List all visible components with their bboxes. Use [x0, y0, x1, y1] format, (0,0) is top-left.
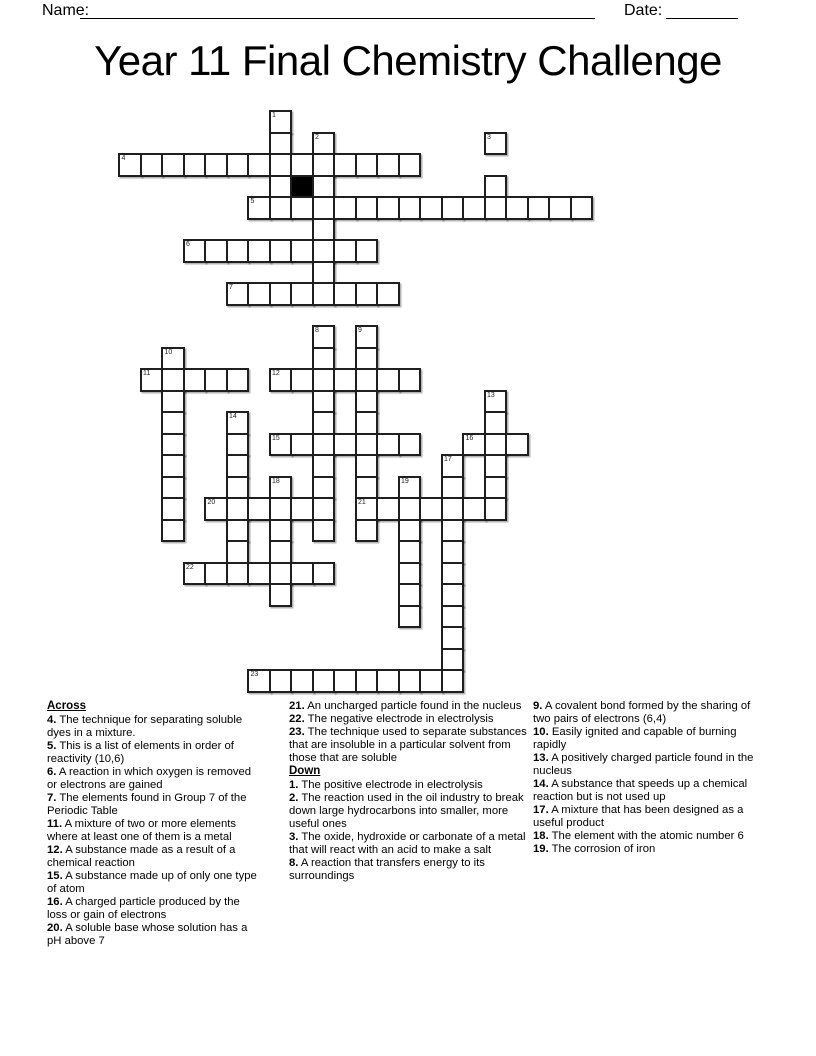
grid-cell[interactable] [247, 239, 271, 263]
clue-item: 17. A mixture that has been designed as a useful product [533, 804, 744, 829]
clue-item: 16. A charged particle produced by the loss or gain of electrons [47, 896, 240, 921]
grid-cell[interactable] [204, 239, 228, 263]
clue-number-label: 18. [533, 830, 549, 842]
grid-cell[interactable] [484, 433, 508, 457]
grid-cell[interactable] [312, 325, 336, 349]
grid-cell[interactable] [376, 497, 400, 521]
clue-number-label: 12. [47, 844, 63, 856]
grid-cell[interactable] [333, 433, 357, 457]
clue-item: 12. A substance made as a result of a chemical reaction [47, 844, 236, 869]
grid-cell[interactable] [441, 476, 465, 500]
grid-cell[interactable] [226, 562, 250, 586]
grid-cell[interactable] [312, 175, 336, 199]
grid-cell[interactable] [333, 368, 357, 392]
grid-cell-number: 20 [207, 499, 216, 506]
grid-cell[interactable] [398, 605, 422, 629]
grid-cell[interactable] [290, 153, 314, 177]
grid-cell[interactable] [355, 519, 379, 543]
date-label: Date: [624, 2, 663, 19]
grid-cell[interactable] [333, 669, 357, 693]
grid-cell-number: 13 [487, 391, 495, 399]
grid-cell[interactable] [161, 476, 185, 500]
clue-number-label: 2. [289, 792, 299, 804]
grid-cell[interactable] [204, 368, 228, 392]
grid-cell[interactable] [161, 153, 185, 177]
grid-cell[interactable] [505, 196, 529, 220]
grid-cell[interactable] [290, 433, 314, 457]
grid-cell[interactable] [269, 132, 293, 156]
clue-item: 1. The positive electrode in electrolysis [289, 779, 483, 791]
grid-cell[interactable] [333, 153, 357, 177]
grid-cell[interactable] [441, 540, 465, 564]
grid-cell-number: 5 [250, 198, 255, 205]
grid-cell[interactable] [376, 282, 400, 306]
grid-cell[interactable] [269, 476, 293, 500]
grid-cell-number: 18 [272, 477, 280, 485]
grid-cell[interactable] [484, 132, 508, 156]
grid-cell[interactable] [269, 368, 293, 392]
grid-cell[interactable] [269, 153, 293, 177]
grid-cell[interactable] [484, 196, 508, 220]
clue-item: 13. A positively charged particle found in the nucleus [533, 752, 754, 777]
grid-cell[interactable] [376, 368, 400, 392]
grid-cell[interactable] [462, 196, 486, 220]
grid-cell[interactable] [419, 669, 443, 693]
grid-cell[interactable] [398, 519, 422, 543]
clue-item: 20. A soluble base whose solution has a pH above 7 [47, 922, 248, 947]
grid-cell[interactable] [161, 368, 185, 392]
grid-cell-number: 8 [315, 327, 319, 334]
grid-cell[interactable] [398, 368, 422, 392]
clue-number-label: 13. [533, 752, 549, 764]
grid-cell[interactable] [161, 519, 185, 543]
grid-cell[interactable] [527, 196, 551, 220]
grid-cell-number: 2 [315, 133, 319, 141]
grid-cell[interactable] [484, 497, 508, 521]
grid-cell[interactable] [269, 175, 293, 199]
grid-cell[interactable] [441, 605, 465, 629]
grid-cell[interactable] [183, 239, 207, 263]
clue-number-label: 11. [47, 818, 63, 830]
grid-cell-number: 17 [444, 456, 452, 463]
clue-item: 19. The corrosion of iron [533, 843, 656, 855]
clue-number-label: 15. [47, 870, 63, 882]
grid-cell[interactable] [355, 497, 379, 521]
grid-cell[interactable] [312, 669, 336, 693]
grid-cell[interactable] [333, 282, 357, 306]
grid-cell[interactable] [398, 540, 422, 564]
clue-item: 3. The oxide, hydroxide or carbonate of a metal that will react with an acid to make a salt [289, 831, 526, 856]
grid-cell[interactable] [376, 433, 400, 457]
clues-header-down: Down [289, 765, 321, 777]
clue-number-label: 10. [533, 726, 549, 738]
grid-cell[interactable] [398, 153, 422, 177]
grid-cell[interactable] [204, 153, 228, 177]
clue-number-label: 19. [533, 843, 549, 855]
grid-cell[interactable] [226, 497, 250, 521]
grid-cell[interactable] [312, 390, 336, 414]
grid-cell[interactable] [290, 497, 314, 521]
grid-cell[interactable] [204, 562, 228, 586]
grid-cell[interactable] [118, 153, 142, 177]
grid-cell[interactable] [355, 196, 379, 220]
grid-cell[interactable] [333, 196, 357, 220]
grid-cell-number: 15 [272, 434, 280, 442]
grid-cell[interactable] [269, 110, 293, 134]
grid-cell[interactable] [312, 282, 336, 306]
grid-cell[interactable] [269, 562, 293, 586]
clue-item: 22. The negative electrode in electrolysis [289, 713, 494, 725]
grid-cell[interactable] [355, 411, 379, 435]
grid-cell-number: 7 [229, 284, 233, 291]
grid-cell[interactable] [312, 218, 336, 242]
grid-cell-number: 11 [143, 370, 151, 377]
grid-cell[interactable] [312, 562, 336, 586]
grid-cell[interactable] [247, 562, 271, 586]
grid-cell[interactable] [312, 239, 336, 263]
grid-cell[interactable] [204, 497, 228, 521]
grid-cell-number: 1 [272, 112, 276, 119]
grid-cell[interactable] [290, 239, 314, 263]
clue-item: 18. The element with the atomic number 6 [533, 830, 744, 842]
grid-cell[interactable] [290, 196, 314, 220]
grid-cell[interactable] [226, 411, 250, 435]
grid-cell[interactable] [269, 239, 293, 263]
grid-cell[interactable] [269, 196, 293, 220]
clue-item: 23. The technique used to separate substances that are insoluble in a particular solvent from those that are soluble [289, 726, 527, 764]
grid-cell[interactable] [247, 497, 271, 521]
grid-cell[interactable] [226, 454, 250, 478]
grid-cell[interactable] [398, 433, 422, 457]
name-input-line[interactable] [80, 1, 595, 19]
grid-cell[interactable] [398, 196, 422, 220]
grid-cell[interactable] [312, 347, 336, 371]
date-input-line[interactable] [666, 1, 738, 19]
grid-cell[interactable] [183, 562, 207, 586]
grid-cell[interactable] [312, 411, 336, 435]
grid-cell[interactable] [355, 239, 379, 263]
clue-number-label: 21. [289, 700, 305, 712]
grid-cell-number: 19 [401, 477, 409, 485]
grid-cell-number: 6 [186, 241, 190, 248]
grid-cell[interactable] [398, 669, 422, 693]
grid-cell[interactable] [376, 153, 400, 177]
clue-item: 21. An uncharged particle found in the nucleus [289, 700, 522, 712]
clue-number-label: 5. [47, 740, 57, 752]
clue-item: 11. A mixture of two or more elements where at least one of them is a metal [47, 818, 237, 843]
grid-cell[interactable] [441, 626, 465, 650]
grid-cell-number: 3 [487, 133, 491, 141]
clue-column-2 [289, 700, 527, 883]
grid-cell[interactable] [247, 282, 271, 306]
grid-cell[interactable] [441, 669, 465, 693]
grid-cell[interactable] [398, 583, 422, 607]
clue-number-label: 22. [289, 713, 305, 725]
clue-number-label: 4. [47, 714, 57, 726]
grid-cell[interactable] [269, 540, 293, 564]
grid-cell[interactable] [226, 519, 250, 543]
grid-cell[interactable] [441, 583, 465, 607]
grid-cell[interactable] [226, 239, 250, 263]
clue-number-label: 16. [47, 896, 63, 908]
clue-item: 6. A reaction in which oxygen is removed or electrons are gained [47, 766, 252, 791]
page-title: Year 11 Final Chemistry Challenge [94, 37, 722, 84]
grid-cell-number: 14 [229, 413, 237, 420]
clue-number-label: 3. [289, 831, 299, 843]
grid-cell[interactable] [312, 132, 336, 156]
grid-cell[interactable] [484, 454, 508, 478]
grid-cell[interactable] [462, 497, 486, 521]
grid-cell[interactable] [355, 669, 379, 693]
clue-item: 14. A substance that speeds up a chemical reaction but is not used up [533, 778, 748, 803]
grid-cell[interactable] [355, 390, 379, 414]
grid-cell[interactable] [183, 153, 207, 177]
grid-cell[interactable] [247, 669, 271, 693]
clue-number-label: 17. [533, 804, 549, 816]
grid-cell[interactable] [419, 196, 443, 220]
grid-cell[interactable] [312, 454, 336, 478]
grid-cell[interactable] [355, 153, 379, 177]
grid-cell[interactable] [355, 325, 379, 349]
grid-cell[interactable] [484, 175, 508, 199]
grid-cell-number: 9 [358, 327, 362, 334]
grid-cell[interactable] [441, 648, 465, 672]
grid-cell[interactable] [290, 282, 314, 306]
grid-cell[interactable] [161, 497, 185, 521]
clue-item: 2. The reaction used in the oil industry to break down large hydrocarbons into smaller, more useful ones [289, 792, 524, 830]
grid-cell[interactable] [419, 497, 443, 521]
grid-cell[interactable] [161, 411, 185, 435]
grid-cell[interactable] [484, 476, 508, 500]
grid-cell[interactable] [290, 562, 314, 586]
grid-cell-number: 22 [186, 563, 194, 571]
grid-cell-number: 21 [358, 499, 366, 506]
clue-number-label: 23. [289, 726, 305, 738]
clue-number-label: 7. [47, 792, 57, 804]
grid-cell[interactable] [269, 497, 293, 521]
grid-cell[interactable] [226, 153, 250, 177]
grid-cell[interactable] [161, 454, 185, 478]
grid-cell[interactable] [312, 196, 336, 220]
grid-cell-number: 12 [272, 370, 280, 377]
grid-cell[interactable] [398, 476, 422, 500]
clue-column-1 [47, 700, 263, 948]
grid-cell[interactable] [183, 368, 207, 392]
name-label: Name: [42, 2, 90, 19]
grid-cell[interactable] [312, 497, 336, 521]
clue-item: 5. This is a list of elements in order of reactivity (10,6) [47, 740, 234, 765]
grid-cell[interactable] [269, 282, 293, 306]
grid-cell[interactable] [269, 669, 293, 693]
clue-column-3 [533, 700, 767, 856]
grid-cell[interactable] [398, 497, 422, 521]
grid-cell[interactable] [312, 153, 336, 177]
clue-item: 9. A covalent bond formed by the sharing of two pairs of electrons (6,4) [533, 700, 751, 725]
grid-cell[interactable] [355, 368, 379, 392]
grid-cell-number: 23 [250, 671, 259, 678]
grid-cell[interactable] [226, 368, 250, 392]
grid-cell[interactable] [226, 282, 250, 306]
grid-cell-number: 16 [465, 434, 474, 442]
grid-cell[interactable] [355, 282, 379, 306]
grid-cell[interactable] [290, 368, 314, 392]
grid-cell[interactable] [312, 368, 336, 392]
clue-number-label: 14. [533, 778, 549, 790]
grid-cell[interactable] [441, 497, 465, 521]
grid-cell[interactable] [312, 261, 336, 285]
grid-cell[interactable] [398, 562, 422, 586]
grid-cell[interactable] [161, 390, 185, 414]
grid-cell[interactable] [355, 433, 379, 457]
grid-cell[interactable] [441, 454, 465, 478]
grid-cell[interactable] [333, 239, 357, 263]
grid-cell[interactable] [355, 347, 379, 371]
grid-cell[interactable] [247, 153, 271, 177]
grid-cell[interactable] [140, 153, 164, 177]
clue-number-label: 6. [47, 766, 57, 778]
grid-cell[interactable] [226, 540, 250, 564]
grid-cell[interactable] [441, 519, 465, 543]
clues-header-across: Across [47, 700, 86, 712]
grid-cell[interactable] [548, 196, 572, 220]
clue-number-label: 8. [289, 857, 299, 869]
grid-cell[interactable] [312, 519, 336, 543]
grid-cell[interactable] [312, 433, 336, 457]
clue-item: 15. A substance made up of only one type of atom [47, 870, 257, 895]
grid-cell[interactable] [161, 433, 185, 457]
grid-cell-number: 4 [121, 155, 126, 162]
grid-cell[interactable] [269, 519, 293, 543]
grid-cell[interactable] [290, 669, 314, 693]
grid-cell-number: 10 [164, 348, 173, 356]
clue-item: 8. A reaction that transfers energy to its surroundings [289, 857, 485, 882]
clue-number-label: 9. [533, 700, 543, 712]
clue-number-label: 1. [289, 779, 299, 791]
grid-cell[interactable] [376, 669, 400, 693]
grid-cell[interactable] [140, 368, 164, 392]
grid-cell[interactable] [441, 562, 465, 586]
grid-cell[interactable] [484, 411, 508, 435]
clue-number-label: 20. [47, 922, 63, 934]
grid-cell[interactable] [484, 390, 508, 414]
grid-cell[interactable] [312, 476, 336, 500]
grid-cell[interactable] [269, 433, 293, 457]
black-cell [290, 175, 314, 199]
grid-cell[interactable] [161, 347, 185, 371]
grid-cell[interactable] [570, 196, 594, 220]
clue-item: 7. The elements found in Group 7 of the Periodic Table [47, 792, 247, 817]
grid-cell[interactable] [441, 196, 465, 220]
grid-cell[interactable] [355, 476, 379, 500]
grid-cell[interactable] [462, 433, 486, 457]
grid-cell[interactable] [355, 454, 379, 478]
grid-cell[interactable] [247, 196, 271, 220]
grid-cell[interactable] [376, 196, 400, 220]
clue-item: 10. Easily ignited and capable of burning rapidly [533, 726, 737, 751]
clue-item: 4. The technique for separating soluble dyes in a mixture. [47, 714, 243, 739]
grid-cell[interactable] [269, 583, 293, 607]
grid-cell[interactable] [226, 476, 250, 500]
grid-cell[interactable] [505, 433, 529, 457]
grid-cell[interactable] [226, 433, 250, 457]
